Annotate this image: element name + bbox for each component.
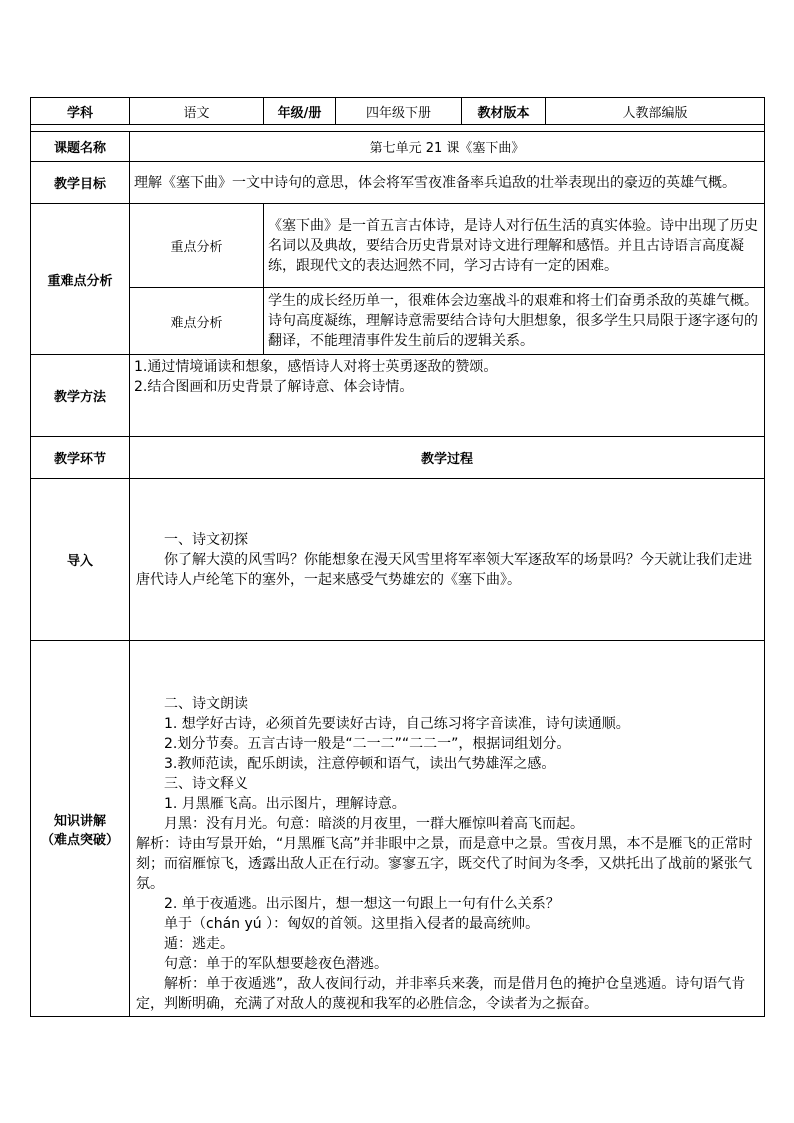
knowledge-line: 1. 月黑雁飞高。出示图片，理解诗意。 [164, 796, 406, 812]
intro-row [31, 479, 765, 641]
lesson-row [31, 132, 765, 162]
knowledge-row [31, 641, 765, 1017]
header-row [31, 98, 765, 125]
knowledge-line: 二、诗文朗读 [164, 696, 248, 712]
lesson-label: 课题名称 [31, 132, 130, 162]
stage-label: 教学环节 [31, 437, 130, 479]
diff-analysis-label: 难点分析 [130, 288, 264, 355]
knowledge-line: 解析：单于夜遁逃”，敌人夜间行动，并非率兵来袭，而是借月色的掩护仓皇逃遁。诗句语气肯定，判断明确，充满了对敌人的蔑视和我军的必胜信念，令读者为之振奋。 [136, 976, 746, 1012]
key-analysis-row [31, 204, 765, 288]
subject-label: 学科 [31, 98, 130, 125]
knowledge-line: 解析：诗由写景开始，“月黑雁飞高”并非眼中之景，而是意中之景。雪夜月黑，本不是雁飞的正常时刻；而宿雁惊飞，透露出敌人正在行动。寥寥五字，既交代了时间为冬季，又烘托出了战前的紧张气氛。 [136, 836, 753, 892]
knowledge-line: 三、诗文释义 [164, 776, 248, 792]
analysis-label: 重难点分析 [31, 204, 130, 355]
goal-text: 理解《塞下曲》一文中诗句的意思，体会将军雪夜准备率兵追敌的壮举表现出的豪迈的英雄气概。 [134, 174, 736, 191]
lesson-plan-table [30, 97, 765, 1017]
knowledge-line: 2. 单于夜遁逃。出示图片，想一想这一句跟上一句有什么关系？ [164, 896, 560, 912]
edition-value: 人教部编版 [546, 98, 765, 125]
lesson-title: 第七单元 21 课《塞下曲》 [130, 132, 765, 162]
edition-label: 教材版本 [462, 98, 546, 125]
process-label: 教学过程 [130, 437, 765, 479]
method-item: 1.通过情境诵读和想象，感悟诗人对将士英勇逐敌的赞颂。 [134, 359, 498, 375]
key-analysis-label: 重点分析 [130, 204, 264, 288]
grade-value: 四年级下册 [336, 98, 462, 125]
knowledge-sublabel: （难点突破） [40, 832, 119, 848]
knowledge-label: 知识讲解 [53, 813, 106, 829]
grade-label: 年级/册 [264, 98, 336, 125]
knowledge-line: 3.教师范读，配乐朗读，注意停顿和语气，读出气势雄浑之感。 [164, 756, 556, 772]
diff-analysis-text: 学生的成长经历单一，很难体会边塞战斗的艰难和将士们奋勇杀敌的英雄气概。诗句高度凝练，理解诗意需要结合诗句大胆想象，很多学生只局限于逐字逐句的翻译，不能理清事件发生前后的逻辑关系。 [268, 293, 758, 349]
method-label: 教学方法 [31, 355, 130, 437]
intro-heading: 一、诗文初探 [164, 531, 248, 548]
goal-label: 教学目标 [31, 162, 130, 204]
intro-label: 导入 [31, 479, 130, 641]
diff-analysis-row [31, 288, 765, 355]
method-row [31, 355, 765, 437]
knowledge-line: 2.划分节奏。五言古诗一般是“二一二”“二二一”，根据词组划分。 [164, 736, 571, 752]
process-header-row [31, 437, 765, 479]
subject-value: 语文 [130, 98, 264, 125]
goal-row [31, 162, 765, 204]
intro-text: 你了解大漠的风雪吗？你能想象在漫天风雪里将军率领大军逐敌军的场景吗？今天就让我们走进唐代诗人卢纶笔下的塞外，一起来感受气势雄宏的《塞下曲》。 [136, 551, 752, 588]
knowledge-line: 遁：逃走。 [164, 936, 234, 952]
knowledge-line: 单于（chán yú ）：匈奴的首领。这里指入侵者的最高统帅。 [164, 916, 540, 932]
method-item: 2.结合图画和历史背景了解诗意、体会诗情。 [134, 379, 414, 395]
knowledge-line: 1. 想学好古诗，必须首先要读好古诗，自己练习将字音读准，诗句读通顺。 [164, 716, 630, 732]
knowledge-line: 月黑：没有月光。句意：暗淡的月夜里，一群大雁惊叫着高飞而起。 [164, 816, 584, 832]
knowledge-line: 句意：单于的军队想要趁夜色潜逃。 [164, 956, 388, 972]
key-analysis-text: 《塞下曲》是一首五言古体诗，是诗人对行伍生活的真实体验。诗中出现了历史名词以及典故，要结合历史背景对诗文进行理解和感悟。并且古诗语言高度凝练，跟现代文的表达迥然不同，学习古诗有一定的困难。 [268, 217, 758, 274]
